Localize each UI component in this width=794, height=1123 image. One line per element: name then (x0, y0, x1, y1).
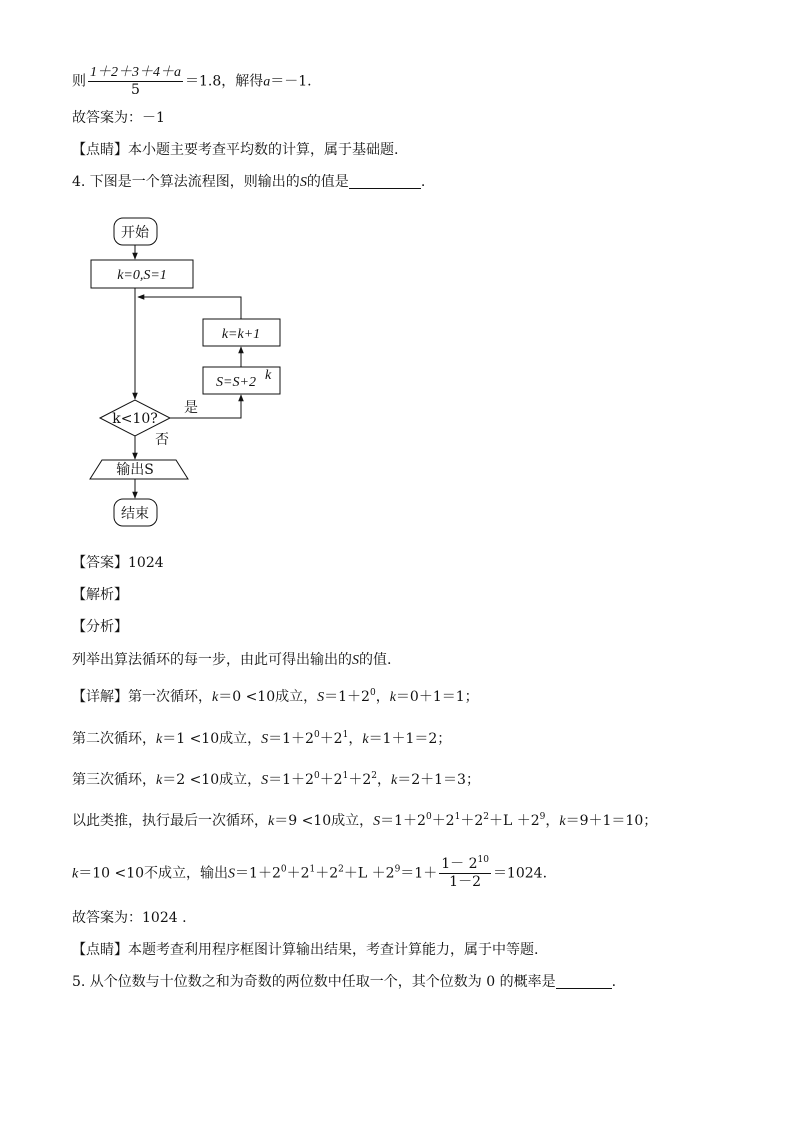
algorithm-flowchart (78, 213, 298, 533)
text: ， (545, 813, 560, 829)
exponent: 9 (539, 812, 546, 822)
yes-label: 是 (184, 400, 198, 416)
text: ＝10 <10不成立，输出 (78, 865, 229, 882)
detail-label: 【详解】 (72, 689, 128, 705)
answer-blank (556, 974, 612, 989)
text: ＝1＋2 (268, 731, 314, 747)
math-var: S (373, 814, 381, 829)
condition-label: k<10? (112, 411, 158, 427)
exponent: 1 (342, 730, 349, 740)
exponent: 0 (280, 864, 287, 875)
text: 4. 下图是一个算法流程图，则输出的 (72, 174, 300, 190)
answer-blank (349, 174, 421, 189)
text: ＝1＋1＝2； (368, 731, 452, 747)
detail-line-1 (72, 687, 479, 708)
fenxi-text (72, 650, 391, 671)
text: ＝2＋1＝3； (397, 772, 480, 788)
answer-value: 1024 (128, 555, 164, 571)
fraction-denominator: 1－2 (449, 874, 481, 890)
detail-line-5 (72, 856, 547, 891)
text: ＋2 (319, 731, 343, 747)
answer-line-1: 故答案为：－1 (72, 110, 165, 126)
text: ＋2 (431, 813, 455, 829)
answer-label: 【答案】 (72, 555, 128, 571)
text: ＋2 (286, 865, 310, 882)
exponent: 10 (477, 855, 489, 865)
math-var: S (317, 690, 325, 705)
text: ， (348, 731, 363, 747)
text: . (420, 174, 426, 190)
text: 5. 从个位数与十位数之和为奇数的两位数中任取一个，其个位数为 0 的概率是 (72, 974, 556, 990)
text: ， (375, 689, 390, 705)
exponent: 0 (425, 812, 432, 822)
detail-line-2 (72, 729, 451, 750)
text: ＝－1. (270, 73, 312, 90)
no-label: 否 (155, 432, 169, 448)
arrow (138, 297, 241, 319)
math-var: k (268, 814, 275, 829)
exponent: 1 (342, 771, 349, 781)
math-var: k (559, 814, 566, 829)
exponent: 2 (371, 771, 377, 781)
text: 列举出算法循环的每一步，由此可得出输出的 (72, 652, 352, 668)
exponent: 1 (309, 864, 316, 875)
exponent: 9 (394, 864, 401, 875)
exponent: 2 (338, 864, 344, 875)
answer-line-2: 故答案为：1024 . (72, 910, 187, 926)
text: 第三次循环， (72, 772, 156, 788)
fraction-numerator: 1＋2＋3＋4＋a (90, 65, 181, 80)
end-label: 结束 (121, 506, 149, 522)
text: . (611, 974, 617, 990)
fenxi-heading: 【分析】 (72, 619, 128, 635)
math-var: k (156, 732, 163, 747)
text: ＋2 (460, 813, 484, 829)
increment-label: k=k+1 (221, 327, 261, 342)
exponent: 1 (454, 812, 461, 822)
start-label: 开始 (121, 225, 149, 241)
text: ＝9＋1＝10； (565, 813, 658, 829)
text: ＝0 <10成立， (218, 689, 318, 705)
text: ＝1024. (492, 865, 548, 882)
text: ＋2 (319, 772, 343, 788)
text: 的值是 (306, 174, 349, 190)
math-var: k (72, 866, 79, 882)
text: 的值. (359, 652, 392, 668)
text: ＝1 <10成立， (162, 731, 262, 747)
math-var: S (228, 866, 236, 882)
output-label: 输出S (116, 462, 154, 478)
text: 1－ 2 (441, 856, 478, 872)
exponent: 0 (313, 771, 320, 781)
text: ＝1＋2 (380, 813, 426, 829)
detail-line-3 (72, 770, 480, 791)
math-var: k (156, 773, 163, 788)
fraction (439, 856, 491, 891)
text: ＝1＋2 (324, 689, 370, 705)
init-label: k=0,S=1 (117, 268, 167, 283)
math-var: k (362, 732, 369, 747)
text: ＝0＋1＝1； (395, 689, 479, 705)
text: ＋2 (348, 772, 372, 788)
text: 第二次循环， (72, 731, 156, 747)
text: ＋L ＋2 (343, 865, 395, 882)
question-5 (72, 972, 616, 992)
comment-line-2: 【点睛】本题考查利用程序框图计算输出结果，考查计算能力，属于中等题. (72, 942, 539, 958)
text: ＋2 (315, 865, 339, 882)
math-var: k (389, 690, 396, 705)
text: ＝2 <10成立， (162, 772, 262, 788)
math-var: k (212, 690, 219, 705)
detail-line-4 (72, 811, 657, 832)
accumulate-label: S=S+2 (216, 375, 256, 390)
text: 则 (72, 73, 86, 90)
jiexi-heading: 【解析】 (72, 587, 128, 603)
text: ， (377, 772, 391, 788)
text: ＝1＋2 (268, 772, 314, 788)
text: 以此类推，执行最后一次循环， (72, 813, 268, 829)
text: ＝9 <10成立， (274, 813, 374, 829)
math-var: S (299, 175, 307, 190)
exponent: 0 (313, 730, 320, 740)
text: ＝1＋ (400, 865, 438, 882)
math-var: S (261, 773, 269, 788)
text: ＋L ＋2 (489, 813, 540, 829)
text: ＝1.8，解得 (185, 73, 264, 90)
comment-line-1: 【点睛】本小题主要考查平均数的计算，属于基础题. (72, 142, 399, 158)
math-var: k (391, 773, 398, 788)
fraction (88, 64, 183, 99)
text: 第一次循环， (128, 689, 212, 705)
answer-line (72, 553, 164, 573)
exponent: 2 (483, 812, 489, 822)
question-4 (72, 172, 425, 193)
solution-line-average (72, 64, 312, 99)
fraction-denominator: 5 (131, 82, 140, 98)
accumulate-exponent: k (265, 368, 272, 383)
math-var: S (261, 732, 269, 747)
exponent: 0 (369, 688, 376, 698)
math-var: S (352, 653, 359, 668)
arrow (170, 395, 241, 418)
fraction-numerator (439, 856, 491, 874)
text: ＝1＋2 (235, 865, 281, 882)
math-var: a (263, 74, 271, 90)
